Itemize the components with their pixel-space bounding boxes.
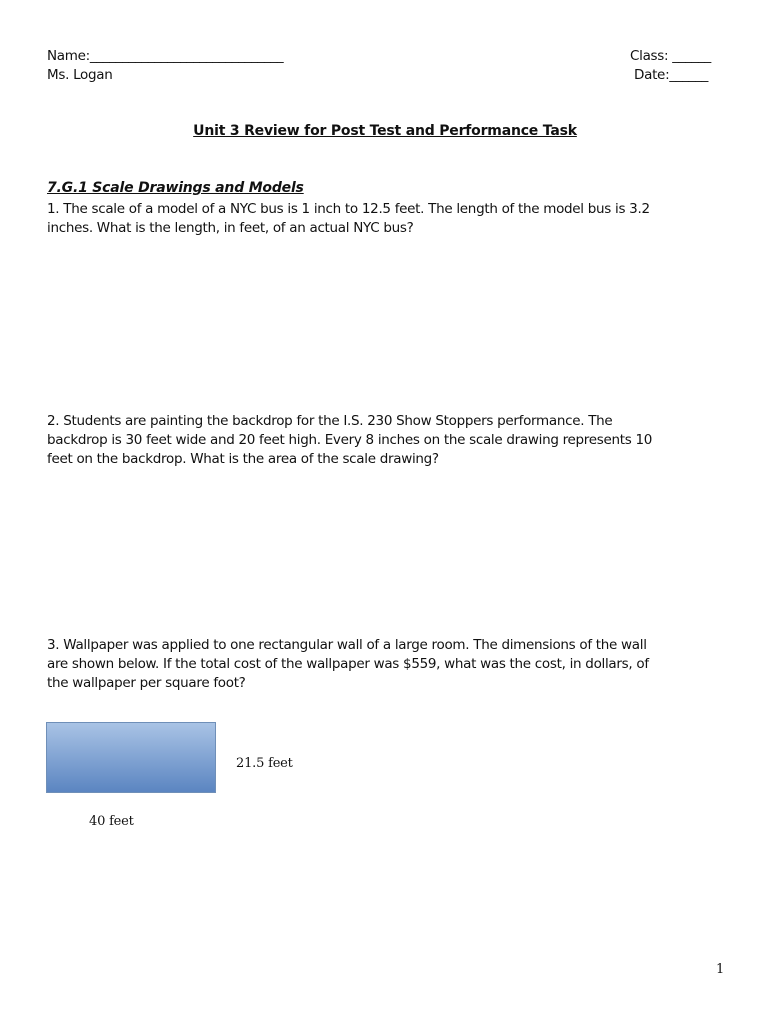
question-1-line-1: 1. The scale of a model of a NYC bus is 1 inch to 12.5 feet. The length of the model bus is 3.2 (47, 201, 650, 217)
page-title: Unit 3 Review for Post Test and Performance Task (193, 123, 577, 139)
question-3 (47, 636, 707, 693)
question-2-line-2: backdrop is 30 feet wide and 20 feet high. Every 8 inches on the scale drawing represents 10 (47, 432, 653, 448)
question-3-line-3: the wallpaper per square foot? (47, 675, 246, 691)
section-heading: 7.G.1 Scale Drawings and Models (47, 180, 304, 196)
question-1-line-2: inches. What is the length, in feet, of an actual NYC bus? (47, 220, 414, 236)
question-3-line-1: 3. Wallpaper was applied to one rectangular wall of a large room. The dimensions of the wall (47, 637, 647, 653)
question-2-line-3: feet on the backdrop. What is the area of the scale drawing? (47, 451, 439, 467)
class-field-label: Class: ______ (630, 48, 711, 64)
question-1 (47, 200, 707, 238)
name-field-label: Name:______________________________ (47, 48, 284, 64)
teacher-name: Ms. Logan (47, 67, 113, 83)
page-number: 1 (716, 962, 725, 977)
question-3-line-2: are shown below. If the total cost of the wallpaper was $559, what was the cost, in dollars, of (47, 656, 649, 672)
question-2-line-1: 2. Students are painting the backdrop for the I.S. 230 Show Stoppers performance. The (47, 413, 613, 429)
date-field-label: Date:______ (634, 67, 709, 83)
question-2 (47, 412, 707, 469)
wall-height-label: 21.5 feet (236, 756, 293, 771)
wall-width-label: 40 feet (89, 814, 134, 829)
wall-rectangle-figure (46, 722, 216, 793)
